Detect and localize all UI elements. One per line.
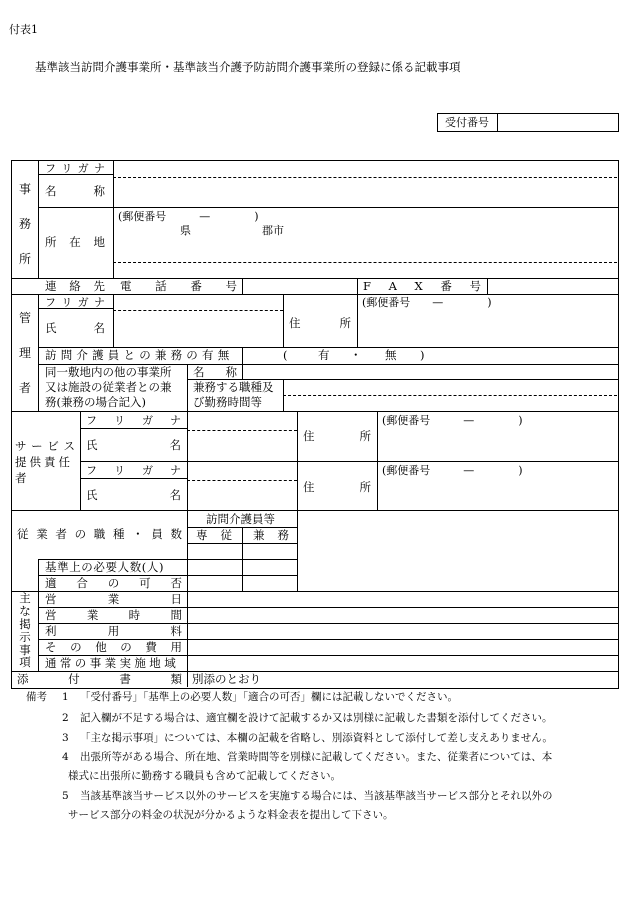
attachments-value: 別添のとおり [192,672,261,686]
duty-line2: び勤務時間等 [193,395,262,409]
concurrent-paren-close: ) [420,348,425,362]
note-4-num: 4 [62,751,69,763]
concurrent-helper-label: 訪問介護員との兼務の有無 [45,348,234,362]
notes-head: 備考 [26,691,47,703]
staff-parttime-header: 兼 務 [253,528,289,542]
note-2-num: 2 [62,712,69,724]
receipt-field[interactable] [502,117,612,128]
note-5-line2: サービス部分の料金の状況が分かるような料金表を提出して下さい。 [68,809,394,821]
manager-furigana-label: フ リ ガ ナ [45,296,105,309]
form-title: 基準該当訪問介護事業所・基準該当介護予防訪問介護事業所の登録に係る記載事項 [35,60,461,74]
office-furigana-label: フ リ ガ ナ [45,162,105,175]
manager-address-label: 住 所 [289,316,351,330]
duty-line1: 兼務する職種及 [193,380,274,394]
tel-label: 電 話 番 号 [120,279,237,293]
concurrent-dot: ・ [350,348,362,362]
note-4-line2: 様式に出張所に勤務する職員も含めて記載してください。 [68,770,341,782]
required-staff-label: 基準上の必要人数(人) [45,560,165,574]
staff-helper-header: 訪問介護員等 [206,512,275,526]
note-3-num: 3 [62,732,69,744]
provider2-furigana-label: フ リ ガ ナ [86,464,181,477]
provider-section-line1: サ ー ビ ス [15,439,75,453]
other-office-line2: 又は施設の従業者との兼 [45,380,172,394]
office-postal: (郵便番号 — ) [118,210,259,223]
staff-fulltime-header: 専 従 [196,528,232,542]
office-city: 郡市 [262,224,284,237]
provider1-name-label: 氏 名 [86,438,181,452]
posting-service-area: 通常の事業実施地域 [45,656,180,670]
posting-fees: 利 用 料 [45,624,182,638]
contact-label: 連 絡 先 [45,279,105,293]
form-label: 付表1 [9,23,38,36]
posting-business-hours: 営 業 時 間 [45,608,182,622]
fax-label: F A X 番 号 [363,279,481,293]
manager-name-label: 氏 名 [45,321,105,335]
other-office-line3: 務(兼務の場合記入) [45,395,146,409]
manager-section-label: 管 理 者 [18,311,31,395]
provider2-name-label: 氏 名 [86,488,181,502]
office-name-label: 名 称 [45,184,105,198]
note-1: 「受付番号」「基準上の必要人数」「適合の可否」欄には記載しないでください。 [80,691,458,703]
posting-section-label: 主 な 掲 示 事 項 [19,591,31,670]
provider1-postal: (郵便番号 — ) [382,414,523,427]
note-5-line1: 当該基準該当サービス以外のサービスを実施する場合には、当該基準該当サービス部分とそれ以外の [80,790,553,802]
provider1-furigana-label: フ リ ガ ナ [86,414,181,427]
manager-postal: (郵便番号 — ) [362,296,492,309]
concurrent-yes[interactable]: 有 [318,348,330,362]
office-prefecture: 県 [180,224,191,237]
attachments-label: 添 付 書 類 [17,672,182,686]
provider1-address-label: 住 所 [303,429,371,443]
other-office-line1: 同一敷地内の他の事業所 [45,365,172,379]
staff-label: 従 業 者 の 職 種 ・ 員 数 [17,527,182,541]
concurrent-paren-open: ( [283,348,288,362]
note-3: 「主な掲示事項」については、本欄の記載を省略し、別添資料として添付して差し支えありません。 [80,732,553,744]
provider2-postal: (郵便番号 — ) [382,464,523,477]
concurrent-no[interactable]: 無 [385,348,397,362]
note-5-num: 5 [62,790,69,802]
note-2: 記入欄が不足する場合は、適宜欄を設けて記載するか又は別様に記載した書類を添付してください。 [80,712,553,724]
provider2-address-label: 住 所 [303,480,371,494]
office-address-label: 所 在 地 [45,235,105,249]
other-office-name-label: 名 称 [193,365,237,379]
suitability-label: 適 合 の 可 否 [45,576,182,590]
posting-other-costs: そ の 他 の 費 用 [45,640,182,654]
note-1-num: 1 [62,691,69,703]
provider-section-line3: 者 [15,471,27,485]
posting-business-days: 営 業 日 [45,592,182,606]
note-4-line1: 出張所等がある場合、所在地、営業時間等を別様に記載してください。また、従業者については、本 [80,751,553,763]
office-section-label: 事 務 所 [18,182,31,266]
provider-section-line2: 提供責任 [15,455,73,469]
receipt-label: 受付番号 [445,116,489,129]
